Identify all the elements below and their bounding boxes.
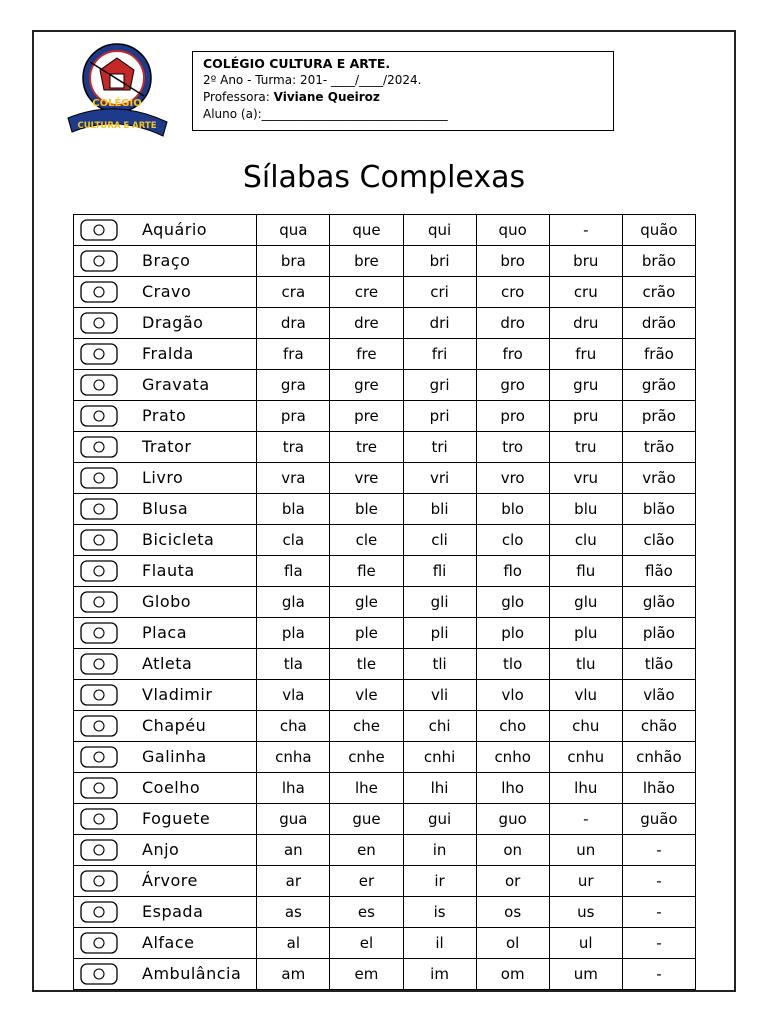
word-cell — [74, 618, 257, 649]
syllable-cell: gle — [330, 587, 403, 618]
syllable-cell: as — [257, 897, 330, 928]
teacher-name: Viviane Queiroz — [273, 90, 380, 104]
syllable-cell: an — [257, 835, 330, 866]
syllable-cell: pli — [403, 618, 476, 649]
syllable-cell: on — [476, 835, 549, 866]
table-row — [74, 308, 696, 339]
syllable-cell: vra — [257, 463, 330, 494]
syllable-cell: glão — [622, 587, 695, 618]
syllable-cell: fru — [549, 339, 622, 370]
syllable-cell: dra — [257, 308, 330, 339]
globe-icon — [77, 590, 121, 614]
syllable-cell: un — [549, 835, 622, 866]
table-row — [74, 897, 696, 928]
syllable-cell: cru — [549, 277, 622, 308]
syllable-cell: es — [330, 897, 403, 928]
word-cell — [74, 215, 257, 246]
syllable-cell: um — [549, 959, 622, 990]
word-label: Globo — [142, 592, 192, 611]
syllable-cell: vre — [330, 463, 403, 494]
table-row — [74, 866, 696, 897]
syllable-cell: - — [622, 835, 695, 866]
syllable-cell: lhe — [330, 773, 403, 804]
syllable-cell: que — [330, 215, 403, 246]
syllable-cell: vri — [403, 463, 476, 494]
word-cell — [74, 494, 257, 525]
syllable-cell: bro — [476, 246, 549, 277]
diaper-icon — [77, 342, 121, 366]
syllable-cell: gre — [330, 370, 403, 401]
table-row — [74, 835, 696, 866]
table-row — [74, 556, 696, 587]
table-row — [74, 525, 696, 556]
syllable-cell: vlão — [622, 680, 695, 711]
page-title: Sílabas Complexas — [242, 160, 526, 195]
syllable-cell: cli — [403, 525, 476, 556]
syllable-cell: gla — [257, 587, 330, 618]
word-label: Trator — [142, 437, 192, 456]
syllable-cell: us — [549, 897, 622, 928]
syllable-cell: - — [549, 804, 622, 835]
syllable-cell: ol — [476, 928, 549, 959]
syllable-cell: - — [549, 215, 622, 246]
syllable-cell: cra — [257, 277, 330, 308]
syllable-cell: er — [330, 866, 403, 897]
table-row — [74, 215, 696, 246]
syllable-cell: tla — [257, 649, 330, 680]
syllable-cell: vrão — [622, 463, 695, 494]
syllable-cell: vli — [403, 680, 476, 711]
hat-icon — [77, 714, 121, 738]
syllable-cell: clo — [476, 525, 549, 556]
syllable-cell: cnhão — [622, 742, 695, 773]
syllable-cell: quão — [622, 215, 695, 246]
syllable-cell: ul — [549, 928, 622, 959]
word-cell — [74, 339, 257, 370]
flute-icon — [77, 559, 121, 583]
word-cell — [74, 556, 257, 587]
syllable-cell: cri — [403, 277, 476, 308]
syllable-cell: bra — [257, 246, 330, 277]
word-label: Cravo — [142, 282, 192, 301]
word-cell — [74, 370, 257, 401]
table-row — [74, 928, 696, 959]
syllable-cell: - — [622, 928, 695, 959]
syllable-cell: os — [476, 897, 549, 928]
syllable-cell: tlu — [549, 649, 622, 680]
syllable-cell: fli — [403, 556, 476, 587]
word-label: Galinha — [142, 747, 207, 766]
syllable-cell: - — [622, 897, 695, 928]
syllable-cell: vru — [549, 463, 622, 494]
word-label: Aquário — [142, 220, 208, 239]
syllable-cell: cnhe — [330, 742, 403, 773]
syllable-cell: gri — [403, 370, 476, 401]
aquarium-icon — [77, 218, 121, 242]
syllable-cell: is — [403, 897, 476, 928]
word-label: Livro — [142, 468, 184, 487]
syllable-cell: dro — [476, 308, 549, 339]
syllable-cell: flão — [622, 556, 695, 587]
school-logo — [60, 40, 175, 148]
syllable-cell: tro — [476, 432, 549, 463]
word-label: Chapéu — [142, 716, 207, 735]
table-row — [74, 804, 696, 835]
word-cell — [74, 463, 257, 494]
syllable-cell: guo — [476, 804, 549, 835]
ambulance-icon — [77, 962, 121, 986]
syllable-cell: glu — [549, 587, 622, 618]
syllable-cell: pre — [330, 401, 403, 432]
word-label: Árvore — [142, 871, 198, 890]
syllable-cell: fra — [257, 339, 330, 370]
syllable-cell: chão — [622, 711, 695, 742]
syllable-cell: fla — [257, 556, 330, 587]
student-line: Aluno (a):_______________________________ — [203, 107, 448, 121]
syllable-cell: glo — [476, 587, 549, 618]
table-row — [74, 277, 696, 308]
word-label: Blusa — [142, 499, 189, 518]
syllable-cell: prão — [622, 401, 695, 432]
word-label: Dragão — [142, 313, 204, 332]
syllable-cell: fle — [330, 556, 403, 587]
dragon-icon — [77, 311, 121, 335]
syllable-cell: vlu — [549, 680, 622, 711]
word-label: Espada — [142, 902, 204, 921]
word-label: Gravata — [142, 375, 210, 394]
book-icon — [77, 466, 121, 490]
syllable-cell: vla — [257, 680, 330, 711]
syllable-cell: cnha — [257, 742, 330, 773]
syllable-cell: dri — [403, 308, 476, 339]
syllable-cell: cnhu — [549, 742, 622, 773]
syllable-cell: flu — [549, 556, 622, 587]
syllable-cell: clão — [622, 525, 695, 556]
teacher-line — [203, 89, 603, 106]
syllable-cell: ir — [403, 866, 476, 897]
word-label: Flauta — [142, 561, 195, 580]
syllable-cell: tru — [549, 432, 622, 463]
syllable-cell: plo — [476, 618, 549, 649]
syllable-cell: chi — [403, 711, 476, 742]
syllable-cell: qua — [257, 215, 330, 246]
word-cell — [74, 246, 257, 277]
syllable-cell: cha — [257, 711, 330, 742]
syllable-cell: blão — [622, 494, 695, 525]
syllable-cell: plão — [622, 618, 695, 649]
syllable-cell: plu — [549, 618, 622, 649]
syllable-cell: om — [476, 959, 549, 990]
syllable-cell: tlão — [622, 649, 695, 680]
syllable-cell: cnhi — [403, 742, 476, 773]
syllable-cell: bli — [403, 494, 476, 525]
word-label: Bicicleta — [142, 530, 215, 549]
table-row — [74, 773, 696, 804]
table-row — [74, 339, 696, 370]
logo-text-1: COLÉGIO — [92, 98, 142, 109]
syllable-cell: pri — [403, 401, 476, 432]
word-cell — [74, 804, 257, 835]
word-label: Alface — [142, 933, 195, 952]
syllable-cell: gue — [330, 804, 403, 835]
syllable-cell: bru — [549, 246, 622, 277]
syllable-cell: brão — [622, 246, 695, 277]
table-row — [74, 463, 696, 494]
word-label: Vladimir — [142, 685, 213, 704]
syllable-cell: chu — [549, 711, 622, 742]
teacher-label: Professora: — [203, 90, 270, 104]
syllable-cell: trão — [622, 432, 695, 463]
syllable-cell: bre — [330, 246, 403, 277]
word-cell — [74, 525, 257, 556]
syllable-cell: ar — [257, 866, 330, 897]
syllable-cell: lhão — [622, 773, 695, 804]
syllable-cell: fre — [330, 339, 403, 370]
word-cell — [74, 649, 257, 680]
syllable-cell: qui — [403, 215, 476, 246]
plate-icon — [77, 404, 121, 428]
syllable-cell: cro — [476, 277, 549, 308]
tractor-icon — [77, 435, 121, 459]
syllable-cell: - — [622, 866, 695, 897]
syllable-cell: em — [330, 959, 403, 990]
table-row — [74, 587, 696, 618]
logo-text-2: CULTURA E ARTE — [77, 121, 157, 131]
syllable-cell: pla — [257, 618, 330, 649]
syllable-cell: - — [622, 959, 695, 990]
syllable-cell: pru — [549, 401, 622, 432]
boy-face-icon — [77, 683, 121, 707]
class-line: 2º Ano - Turma: 201- ____/____/2024. — [203, 73, 422, 87]
syllable-cell: fro — [476, 339, 549, 370]
table-row — [74, 246, 696, 277]
syllable-cell: ur — [549, 866, 622, 897]
syllable-cell: blu — [549, 494, 622, 525]
word-label: Coelho — [142, 778, 201, 797]
syllable-cell: cle — [330, 525, 403, 556]
table-row — [74, 618, 696, 649]
word-cell — [74, 401, 257, 432]
syllable-cell: ple — [330, 618, 403, 649]
table-row — [74, 432, 696, 463]
syllable-cell: drão — [622, 308, 695, 339]
syllable-cell: im — [403, 959, 476, 990]
syllable-cell: crão — [622, 277, 695, 308]
word-label: Ambulância — [142, 964, 242, 983]
tie-icon — [77, 373, 121, 397]
syllable-cell: tli — [403, 649, 476, 680]
word-cell — [74, 680, 257, 711]
syllable-cell: gra — [257, 370, 330, 401]
header-box — [192, 51, 614, 131]
syllable-cell: lho — [476, 773, 549, 804]
syllable-cell: tlo — [476, 649, 549, 680]
angel-icon — [77, 838, 121, 862]
syllable-cell: el — [330, 928, 403, 959]
syllable-cell: gro — [476, 370, 549, 401]
syllable-cell: bla — [257, 494, 330, 525]
syllable-cell: lhi — [403, 773, 476, 804]
syllable-cell: cla — [257, 525, 330, 556]
syllable-cell: grão — [622, 370, 695, 401]
table-row — [74, 370, 696, 401]
syllable-cell: tle — [330, 649, 403, 680]
syllable-cell: fri — [403, 339, 476, 370]
syllable-cell: en — [330, 835, 403, 866]
sword-icon — [77, 900, 121, 924]
word-cell — [74, 742, 257, 773]
syllable-cell: lha — [257, 773, 330, 804]
syllable-cell: dru — [549, 308, 622, 339]
syllable-cell: pra — [257, 401, 330, 432]
syllable-cell: vlo — [476, 680, 549, 711]
school-name: COLÉGIO CULTURA E ARTE. — [203, 56, 391, 71]
syllable-cell: cho — [476, 711, 549, 742]
table-row — [74, 649, 696, 680]
syllable-cell: gui — [403, 804, 476, 835]
shirt-icon — [77, 497, 121, 521]
word-label: Fralda — [142, 344, 194, 363]
word-cell — [74, 866, 257, 897]
syllable-table — [73, 214, 696, 990]
syllable-cell: quo — [476, 215, 549, 246]
word-label: Placa — [142, 623, 187, 642]
table-row — [74, 959, 696, 990]
syllable-cell: in — [403, 835, 476, 866]
word-label: Foguete — [142, 809, 211, 828]
syllable-cell: che — [330, 711, 403, 742]
table-row — [74, 742, 696, 773]
athlete-icon — [77, 652, 121, 676]
word-label: Atleta — [142, 654, 193, 673]
syllable-cell: frão — [622, 339, 695, 370]
table-row — [74, 494, 696, 525]
rabbit-icon — [77, 776, 121, 800]
word-cell — [74, 959, 257, 990]
syllable-cell: dre — [330, 308, 403, 339]
hen-icon — [77, 745, 121, 769]
syllable-cell: cnho — [476, 742, 549, 773]
word-cell — [74, 773, 257, 804]
syllable-cell: bri — [403, 246, 476, 277]
syllable-cell: tre — [330, 432, 403, 463]
table-row — [74, 401, 696, 432]
table-row — [74, 680, 696, 711]
word-cell — [74, 587, 257, 618]
syllable-cell: blo — [476, 494, 549, 525]
table-row — [74, 711, 696, 742]
sign-icon — [77, 621, 121, 645]
word-label: Braço — [142, 251, 191, 270]
rocket-icon — [77, 807, 121, 831]
lettuce-icon — [77, 931, 121, 955]
syllable-cell: clu — [549, 525, 622, 556]
word-label: Anjo — [142, 840, 180, 859]
syllable-cell: pro — [476, 401, 549, 432]
word-label: Prato — [142, 406, 187, 425]
word-cell — [74, 277, 257, 308]
syllable-cell: al — [257, 928, 330, 959]
syllable-cell: vle — [330, 680, 403, 711]
bicycle-icon — [77, 528, 121, 552]
syllable-cell: ble — [330, 494, 403, 525]
syllable-cell: tri — [403, 432, 476, 463]
arm-icon — [77, 249, 121, 273]
word-cell — [74, 432, 257, 463]
syllable-cell: gua — [257, 804, 330, 835]
syllable-cell: lhu — [549, 773, 622, 804]
word-cell — [74, 308, 257, 339]
syllable-cell: or — [476, 866, 549, 897]
word-cell — [74, 711, 257, 742]
syllable-cell: guão — [622, 804, 695, 835]
word-cell — [74, 835, 257, 866]
syllable-cell: gli — [403, 587, 476, 618]
syllable-cell: cre — [330, 277, 403, 308]
syllable-cell: flo — [476, 556, 549, 587]
word-cell — [74, 928, 257, 959]
flower-icon — [77, 280, 121, 304]
syllable-cell: gru — [549, 370, 622, 401]
tree-icon — [77, 869, 121, 893]
syllable-cell: il — [403, 928, 476, 959]
syllable-cell: tra — [257, 432, 330, 463]
word-cell — [74, 897, 257, 928]
syllable-cell: am — [257, 959, 330, 990]
syllable-cell: vro — [476, 463, 549, 494]
